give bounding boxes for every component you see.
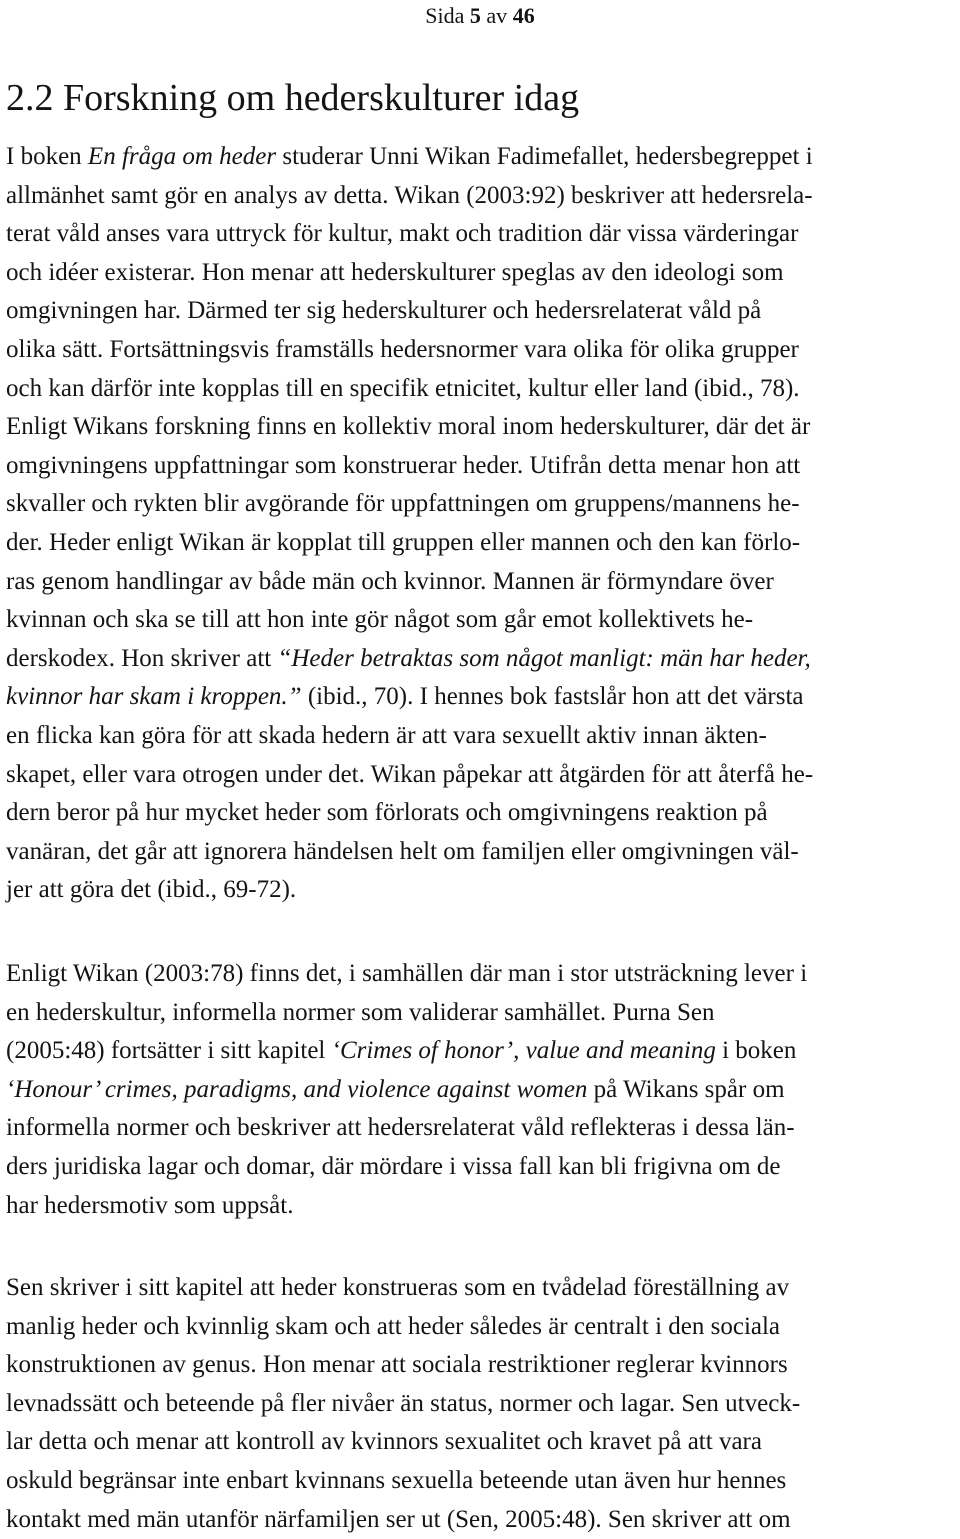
text-line xyxy=(6,1346,960,1385)
text-run: och kan därför inte kopplas till en specifik etnicitet, kultur eller land (ibid., 78). xyxy=(6,374,800,402)
text-run: en hederskultur, informella normer som validerar samhället. Purna Sen xyxy=(6,998,715,1026)
text-line xyxy=(6,833,960,872)
italic-text: En fråga om heder xyxy=(87,143,277,170)
text-line xyxy=(6,1423,960,1462)
text-run: I boken xyxy=(6,143,88,170)
text-line xyxy=(6,756,960,795)
text-run: ras genom handlingar av både män och kvinnor. Mannen är förmyndare över xyxy=(6,567,774,595)
page-separator: av xyxy=(480,3,513,28)
text-run: konstruktionen av genus. Hon menar att sociala restriktioner reglerar kvinnors xyxy=(6,1351,788,1379)
text-line xyxy=(6,485,960,524)
text-line xyxy=(6,408,960,447)
text-run: der. Heder enligt Wikan är kopplat till gruppen eller mannen och den kan förlo- xyxy=(6,528,801,556)
text-run: (2005:48) fortsätter i sitt kapitel xyxy=(6,1037,332,1065)
text-run: allmänhet samt gör en analys av detta. Wikan (2003:92) beskriver att hedersrela- xyxy=(6,181,813,209)
italic-text: ‘Honour’ crimes, paradigms, and violence against women xyxy=(6,1075,588,1103)
text-line xyxy=(6,1385,960,1424)
text-line xyxy=(6,955,960,994)
text-run: en flicka kan göra för att skada hedern är att vara sexuellt aktiv innan äkten- xyxy=(6,721,767,749)
text-run: i boken xyxy=(715,1037,797,1065)
text-run: på Wikans spår om xyxy=(587,1075,785,1103)
text-line xyxy=(6,292,960,331)
text-run: levnadssätt och beteende på fler nivåer än status, normer och lagar. Sen utveck- xyxy=(6,1389,801,1417)
text-line xyxy=(6,1269,960,1308)
page-label: Sida xyxy=(425,3,470,28)
text-line xyxy=(6,1501,960,1539)
text-run: Sen skriver i sitt kapitel att heder konstrueras som en tvådelad föreställning av xyxy=(6,1274,790,1301)
text-line xyxy=(6,640,960,679)
text-line xyxy=(6,563,960,602)
italic-text: “Heder betraktas som något manligt: män har heder, xyxy=(277,644,811,672)
text-run: Enligt Wikan (2003:78) finns det, i samhällen där man i stor utsträckning lever i xyxy=(6,960,808,987)
text-line xyxy=(6,794,960,833)
italic-text: kvinnor har skam i kroppen.” xyxy=(6,683,302,711)
text-run: omgivningen har. Därmed ter sig hederskulturer och hedersrelaterat våld på xyxy=(6,297,762,325)
text-run: Enligt Wikans forskning finns en kollektiv moral inom hederskulturer, där det är xyxy=(6,413,811,441)
page-number-header xyxy=(0,2,960,30)
text-run: studerar Unni Wikan Fadimefallet, hedersbegreppet i xyxy=(276,143,813,170)
text-run: olika sätt. Fortsättningsvis framställs hedersnormer vara olika för olika grupper xyxy=(6,335,799,363)
text-line xyxy=(6,1462,960,1501)
section-heading: 2.2 Forskning om hederskulturer idag xyxy=(6,77,580,119)
text-line xyxy=(6,215,960,254)
text-line xyxy=(6,678,960,717)
paragraph-3 xyxy=(6,1269,960,1539)
current-page-number: 5 xyxy=(469,3,481,28)
italic-text: ‘Crimes of honor’, value and meaning xyxy=(331,1037,716,1065)
text-line xyxy=(6,524,960,563)
text-line xyxy=(6,447,960,486)
text-run: jer att göra det (ibid., 69-72). xyxy=(6,876,297,904)
text-line xyxy=(6,254,960,293)
text-run: derskodex. Hon skriver att xyxy=(6,644,278,672)
text-run: skvaller och rykten blir avgörande för uppfattningen om gruppens/mannens he- xyxy=(6,490,800,518)
paragraph-1 xyxy=(6,138,960,910)
text-run: kontakt med män utanför närfamiljen ser ut (Sen, 2005:48). Sen skriver att om xyxy=(6,1505,791,1533)
text-line xyxy=(6,717,960,756)
text-line xyxy=(6,871,960,910)
text-run: vanäran, det går att ignorera händelsen helt om familjen eller omgivningen väl- xyxy=(6,837,799,865)
text-line xyxy=(6,1071,960,1110)
text-run: skapet, eller vara otrogen under det. Wikan påpekar att åtgärden för att återfå he- xyxy=(6,760,814,788)
text-run: manlig heder och kvinnlig skam och att heder således är centralt i den sociala xyxy=(6,1312,781,1340)
text-line xyxy=(6,1109,960,1148)
text-line xyxy=(6,1308,960,1347)
text-line xyxy=(6,601,960,640)
text-line xyxy=(6,1148,960,1187)
text-line xyxy=(6,994,960,1033)
text-run: oskuld begränsar inte enbart kvinnans sexuella beteende utan även hur hennes xyxy=(6,1466,787,1494)
text-run: omgivningens uppfattningar som konstruerar heder. Utifrån detta menar hon att xyxy=(6,451,801,479)
text-run: informella normer och beskriver att hedersrelaterat våld reflekteras i dessa län- xyxy=(6,1114,795,1142)
text-line xyxy=(6,331,960,370)
text-line xyxy=(6,177,960,216)
text-run: dern beror på hur mycket heder som förlorats och omgivningens reaktion på xyxy=(6,799,768,827)
paragraph-2 xyxy=(6,955,960,1225)
text-run: ders juridiska lagar och domar, där mördare i vissa fall kan bli frigivna om de xyxy=(6,1152,781,1180)
text-run: terat våld anses vara uttryck för kultur, makt och tradition där vissa värderingar xyxy=(6,220,799,248)
text-line xyxy=(6,370,960,409)
text-line xyxy=(6,1032,960,1071)
text-line xyxy=(6,138,960,177)
text-run: lar detta och menar att kontroll av kvinnors sexualitet och kravet på att vara xyxy=(6,1428,762,1456)
total-page-count: 46 xyxy=(512,3,535,28)
text-run: har hedersmotiv som uppsåt. xyxy=(6,1191,294,1219)
text-run: kvinnan och ska se till att hon inte gör något som går emot kollektivets he- xyxy=(6,606,754,634)
text-run: och idéer existerar. Hon menar att hederskulturer speglas av den ideologi som xyxy=(6,258,784,286)
text-run: (ibid., 70). I hennes bok fastslår hon att det värsta xyxy=(301,683,804,711)
text-line xyxy=(6,1187,960,1226)
